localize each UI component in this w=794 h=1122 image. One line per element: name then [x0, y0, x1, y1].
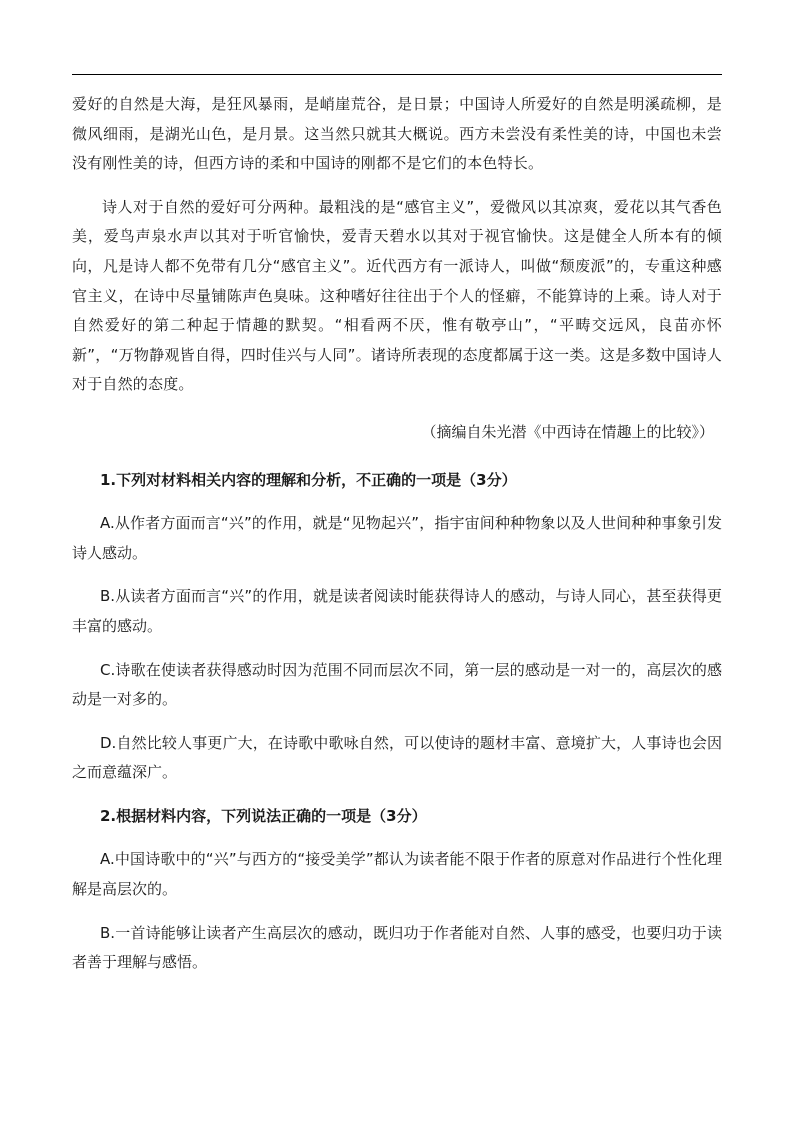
question-1-option-d: D.自然比较人事更广大，在诗歌中歌咏自然，可以使诗的题材丰富、意境扩大，人事诗也会因之而意蕴深广。: [72, 733, 722, 782]
question-1-option-b: B.从读者方面而言“兴”的作用，就是读者阅读时能获得诗人的感动，与诗人同心，甚至获得更丰富的感动。: [72, 587, 722, 635]
question-2-option-b: B.一首诗能够让读者产生高层次的感动，既归功于作者能对自然、人事的感受，也要归功于读者善于理解与感悟。: [72, 923, 722, 972]
question-2-stem: 2.根据材料内容，下列说法正确的一项是（3分）: [100, 806, 427, 825]
header-divider: [72, 74, 722, 75]
question-2-option-a: A.中国诗歌中的“兴”与西方的“接受美学”都认为读者能不限于作者的原意对作品进行个性化理解是高层次的。: [72, 850, 722, 899]
question-1-stem: 1.下列对材料相关内容的理解和分析，不正确的一项是（3分）: [100, 470, 517, 489]
document-body: [72, 90, 722, 978]
question-1-option-c: C.诗歌在使读者获得感动时因为范围不同而层次不同，第一层的感动是一对一的，高层次的感动是一对多的。: [72, 660, 722, 709]
passage-paragraph-2: 诗人对于自然的爱好可分两种。最粗浅的是“感官主义”，爱微风以其凉爽，爱花以其气香色美，爱鸟声泉水声以其对于听官愉快，爱青天碧水以其对于视官愉快。这是健全人所本有的倾向，凡是诗人都不免带有几分“感官主义”。近代西方有一派诗人，叫做“颓废派”的，专重这种感官主义，在诗中尽量铺陈声色臭味。这种嗜好往往出于个人的怪癖，不能算诗的上乘。诗人对于自然爱好的第二种起于情趣的默契。“相看两不厌，惟有敬亭山”，“平畴交远风，良苗亦怀新”，“万物静观皆自得，四时佳兴与人同”。诸诗所表现的态度都属于这一类。这是多数中国诗人对于自然的态度。: [72, 197, 722, 394]
question-1-option-a: A.从作者方面而言“兴”的作用，就是“见物起兴”，指宇宙间种种物象以及人世间种种事象引发诗人感动。: [72, 514, 722, 562]
passage-source: （摘编自朱光潜《中西诗在情趣上的比较》）: [421, 422, 714, 441]
passage-paragraph-1: 爱好的自然是大海，是狂风暴雨，是峭崖荒谷，是日景；中国诗人所爱好的自然是明溪疏柳，是微风细雨，是湖光山色，是月景。这当然只就其大概说。西方未尝没有柔性美的诗，中国也未尝没有刚性美的诗，但西方诗的柔和中国诗的刚都不是它们的本色特长。: [72, 95, 722, 173]
